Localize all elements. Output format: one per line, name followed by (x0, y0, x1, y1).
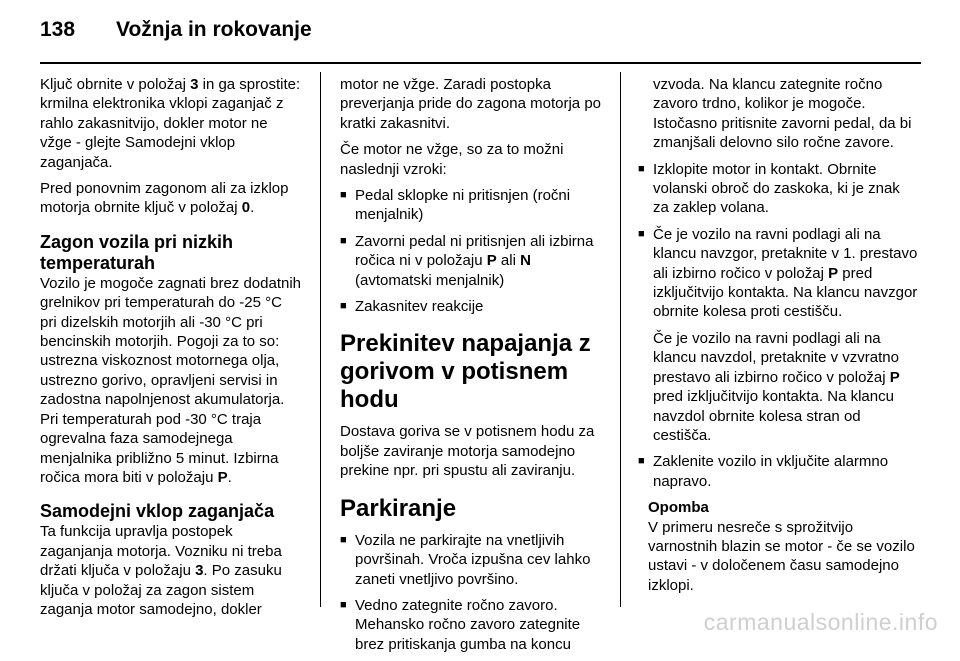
paragraph-restart: Pred ponovnim zagonom ali za izklop motorja obrnite ključ v položaj 0. (40, 180, 289, 217)
chapter-title: Vožnja in rokovanje (116, 18, 312, 41)
watermark: carmanualsonline.info (703, 609, 938, 635)
list-item-handbrake: ■ Vedno zategnite ročno zavoro. Mehansko ročno zavoro zategnite brez pritiskanja gumba na koncu (340, 596, 604, 654)
heading-parking: Parkiranje (340, 494, 457, 522)
column-2 (340, 75, 604, 661)
list-item-ignition-off: ■ Izklopite motor in kontakt. Obrnite volanski obroč do zaskoka, ki je znak za zaklep volana. (638, 160, 918, 218)
list-item-delay: ■ Zakasnitev reakcije (340, 297, 604, 316)
column-divider-1 (320, 72, 321, 607)
list-item-uphill: ■ Če je vozilo na ravni podlagi ali na klancu navzgor, pretaknite v 1. prestavo ali izbirno ročico v položaj P pred izključitvijo kontakta. Na klancu navzgor obrnite kolesa proti cestišču. (638, 225, 918, 322)
paragraph-key-position: Ključ obrnite v položaj 3 in ga sprostite: krmilna elektronika vklopi zaganjač z rahlo zakasnitvijo, dokler motor ne vžge - glejte Samodejni vklop zaganjača. (40, 76, 301, 171)
page-number: 138 (40, 18, 76, 41)
paragraph-cold-start: Vozilo je mogoče zagnati brez dodatnih grelnikov pri temperaturah do -25 °C pri dizelskih motorjih ali -30 °C pri bencinskih motorjih. Pogoji za to so: ustrezna viskoznost motornega olja, ustrezno gorivo, opravljeni servisi in zadostna napolnjenost akumulatorja. Pri temperaturah pod -30 °C traja ogrevalna faza samodejnega menjalnika približno 5 minut. Izbirna ročica mora biti v položaju P. (40, 274, 302, 486)
note-body: V primeru nesreče s sprožitvijo varnostnih blazin se motor - če se vozilo ustavi - v določenem času samodejno izklopi. (648, 518, 915, 594)
list-item-lock-alarm: ■ Zaklenite vozilo in vključite alarmno napravo. (638, 452, 918, 491)
heading-fuel-cutoff: Prekinitev napajanja z gorivom v potisnem hodu (340, 330, 591, 414)
list-item-clutch: ■ Pedal sklopke ni pritisnjen (ročni menjalnik) (340, 186, 604, 225)
heading-auto-start: Samodejni vklop zaganjača (40, 501, 275, 522)
header-divider (40, 62, 921, 64)
column-divider-2 (620, 72, 621, 607)
note-title: Opomba (648, 499, 709, 517)
paragraph-fuel-cutoff: Dostava goriva se v potisnem hodu za boljše zaviranje motorja samodejno prekine npr. pri spustu ali zaviranju. (340, 423, 595, 480)
paragraph-downhill: Če je vozilo na ravni podlagi ali na klancu navzdol, pretaknite v vzvratno prestavo ali izbirno ročico v položaj P pred izključitvijo kontakta. Na klancu navzdol obrnite kolesa stran od cestišča. (653, 329, 900, 444)
heading-cold-start: Zagon vozila pri nizkih temperaturah (40, 231, 234, 273)
column-3 (638, 75, 918, 595)
list-item-flammable: ■ Vozila ne parkirajte na vnetljivih površinah. Vroča izpušna cev lahko zaneti vnetljivo površino. (340, 531, 604, 589)
list-item-brake: ■ Zavorni pedal ni pritisnjen ali izbirna ročica ni v položaju P ali N (avtomatski menjalnik) (340, 232, 604, 290)
paragraph-causes: Če motor ne vžge, so za to možni naslednji vzroki: (340, 141, 564, 178)
paragraph-auto-start: Ta funkcija upravlja postopek zaganjanja motorja. Vozniku ni treba držati ključa v položaju 3. Po zasuku ključa v položaj za zagon sistem zaganja motor samodejno, dokler (40, 523, 282, 618)
paragraph-handbrake-cont: vzvoda. Na klancu zategnite ročno zavoro trdno, kolikor je mogoče. Istočasno pritisnite zavorni pedal, da bi zmanjšali delovno silo ročne zavore. (653, 76, 912, 152)
column-1 (40, 75, 302, 626)
paragraph-check-delay: motor ne vžge. Zaradi postopka preverjanja pride do zagona motorja po kratki zakasnitvi. (340, 76, 601, 132)
page-header (40, 18, 920, 58)
